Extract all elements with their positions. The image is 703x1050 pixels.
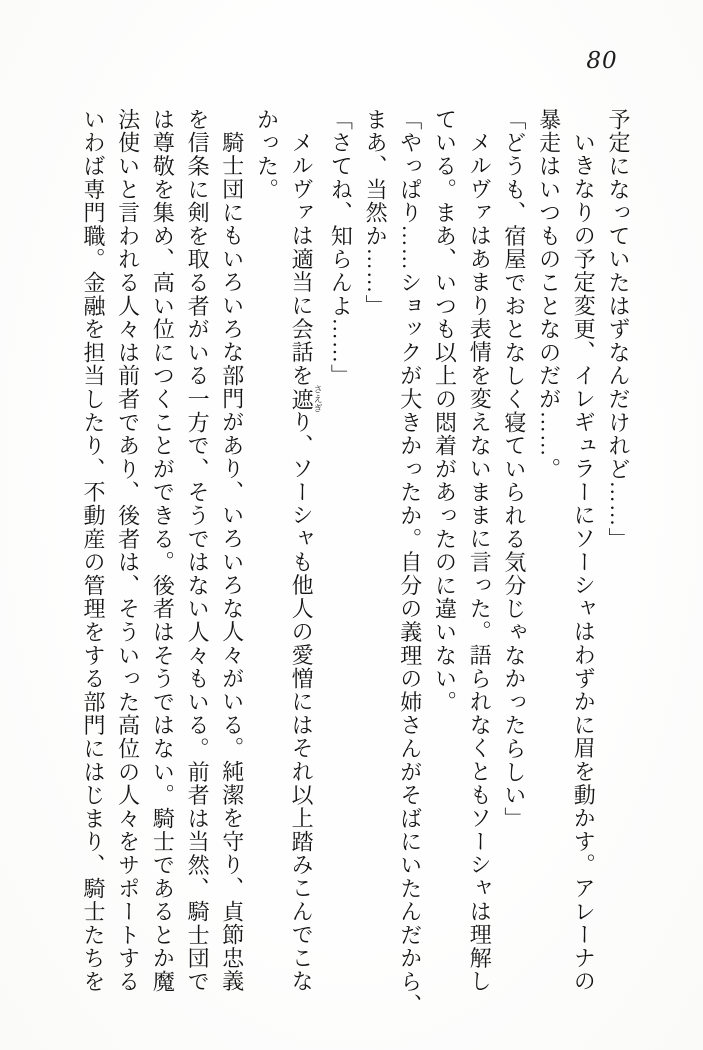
- text-line: 「やっぱり……ショックが大きかったか。自分の義理の姉さんがそばにいたんだから、: [397, 108, 423, 1017]
- text-line: まあ、当然か……」: [363, 108, 389, 318]
- text-line: 「どうも、宿屋でおとなしく寝ていられる気分じゃなかったらしい」: [501, 108, 527, 831]
- text-line: 予定になっていたはずなんだけれど……」: [606, 108, 631, 551]
- page-number: 80: [586, 48, 618, 74]
- ruby-annotated-word: 遮さえぎ: [289, 385, 323, 414]
- text-line: いきなりの予定変更、イレギュラーにソーシャはわずかに眉を動かす。アレーナの: [571, 131, 597, 994]
- text-line: 法使いと言われる人々は前者であり、後者は、そういった高位の人々をサポートする: [115, 108, 141, 994]
- text-line: かった。: [254, 108, 280, 202]
- text-line: 「さてね、知らんよ……」: [328, 108, 354, 388]
- text-line: 暴走はいつものことなのだが……。: [536, 108, 562, 481]
- text-line: ている。まあ、いつも以上の悶着があったのに違いない。: [432, 108, 458, 714]
- text-line: を信条に剣を取る者がいる一方で、そうではない人々もいる。前者は当然、騎士団で: [185, 108, 211, 994]
- text-line: いわば専門職。金融を担当したり、不動産の管理をする部門にはじまり、騎士たちを: [80, 108, 106, 994]
- page-text-block: [78, 108, 635, 1017]
- text-line: メルヴァは適当に会話を遮さえぎり、ソーシャも他人の愛憎にはそれ以上踏みこんでこな: [289, 131, 323, 994]
- furigana: さえぎ: [312, 385, 323, 414]
- text-line: は尊敬を集め、高い位につくことができる。後者はそうではない。騎士であるとか魔: [150, 108, 176, 994]
- text-line: メルヴァはあまり表情を変えないままに言った。語られなくともソーシャは理解し: [467, 131, 493, 994]
- text-line: 騎士団にもいろいろな部門があり、いろいろな人々がいる。純潔を守り、貞節忠義: [219, 131, 245, 994]
